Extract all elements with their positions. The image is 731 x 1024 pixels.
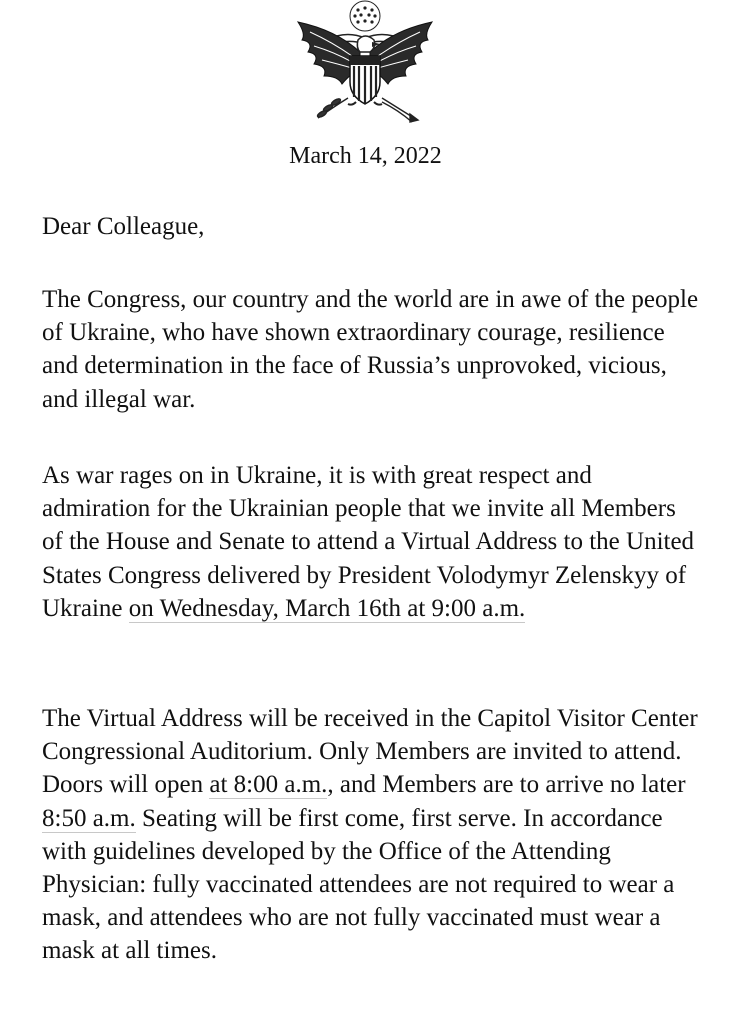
paragraph-invitation bbox=[42, 459, 702, 625]
logistics-text-1: The Virtual Address will be received in the Capitol Visitor Center Congressional Auditorium. Only Members are invited to attend. Doors will open bbox=[42, 705, 698, 799]
logistics-text-3: Seating will be first come, first serve. In accordance with guidelines developed by the Office of the Attending Physician: fully vaccinated attendees are not required to wear a mask, and attendees who are not fully vaccinated must wear a mask at all times. bbox=[42, 804, 675, 965]
paragraph-awe: The Congress, our country and the world are in awe of the people of Ukraine, who have shown extraordinary courage, resilience and determination in the face of Russia’s unprovoked, vicious, and illegal war. bbox=[42, 286, 699, 413]
invitation-text: As war rages on in Ukraine, it is with great respect and admiration for the Ukrainian people that we invite all Members of the House and Senate to attend a Virtual Address to the United States Congress delivered by President Volodymyr Zelenskyy of Ukraine bbox=[42, 462, 695, 622]
salutation: Dear Colleague, bbox=[42, 213, 205, 240]
address-date-time-link[interactable]: on Wednesday, March 16th at 9:00 a.m. bbox=[128, 594, 526, 622]
letter-date: March 14, 2022 bbox=[289, 143, 442, 169]
arrival-time-link[interactable]: 8:50 a.m. bbox=[42, 804, 136, 832]
house-seal-eagle-icon bbox=[286, 0, 444, 124]
paragraph-logistics bbox=[42, 702, 702, 968]
logistics-text-2: , and Members are to arrive no later bbox=[327, 771, 686, 799]
doors-open-time-link[interactable]: at 8:00 a.m. bbox=[209, 771, 328, 799]
